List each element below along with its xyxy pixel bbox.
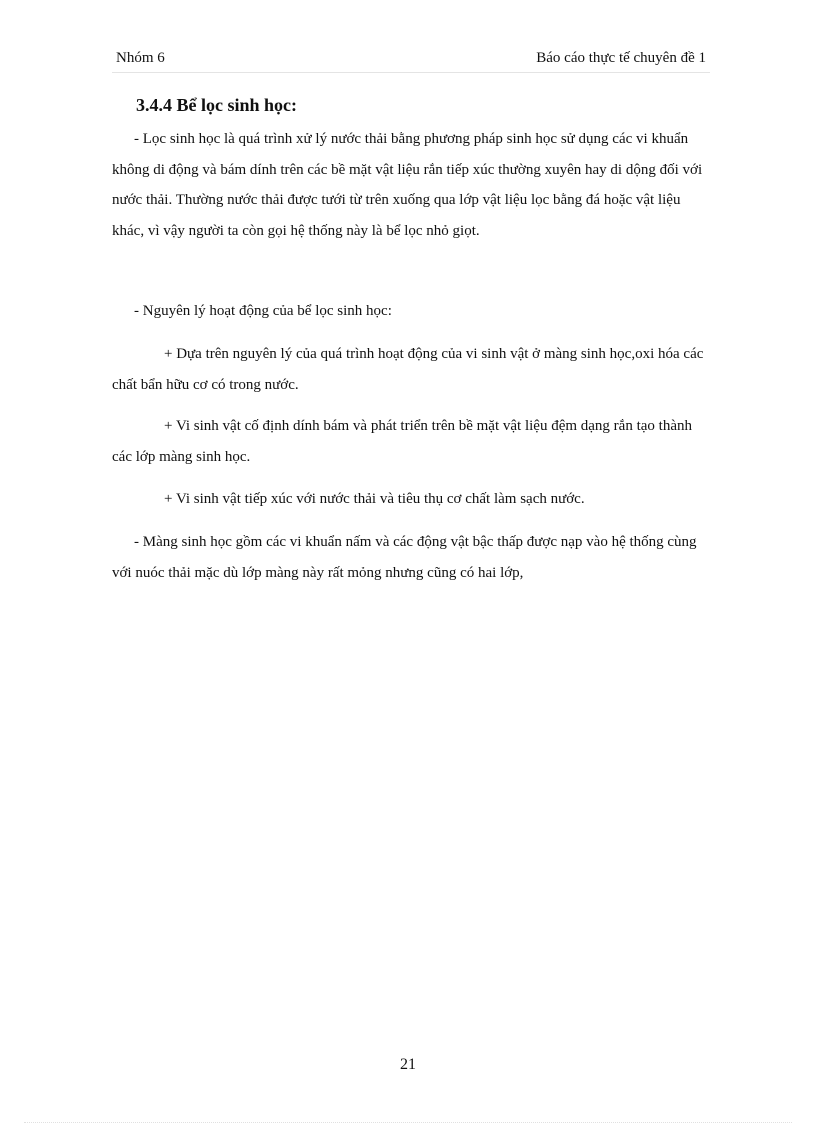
paragraph-biofilm: - Màng sinh học gồm các vi khuẩn nấm và các động vật bậc thấp được nạp vào hệ thống cùng với nuóc thải mặc dù lớp màng này rất mỏng nhưng cũng có hai lớp,: [112, 534, 697, 581]
paragraph-principle-item-1: + Dựa trên nguyên lý của quá trình hoạt động của vi sinh vật ở màng sinh học,oxi hóa các chất bẩn hữu cơ có trong nước.: [112, 346, 704, 393]
paragraph-principle-item-3: + Vi sinh vật tiếp xúc với nước thải và tiêu thụ cơ chất làm sạch nước.: [164, 491, 585, 507]
paragraph-definition: - Lọc sinh học là quá trình xử lý nước thải bằng phương pháp sinh học sử dụng các vi khuẩn không di động và bám dính trên các bề mặt vật liệu rắn tiếp xúc thường xuyên hay di dộng đối với nước thải. Thường nước thải được tưới từ trên xuống qua lớp vật liệu lọc bằng đá hoặc vật liệu khác, vì vậy người ta còn gọi hệ thống này là bể lọc nhỏ giọt.: [112, 131, 703, 239]
paragraph-principle-item-2: + Vi sinh vật cố định dính bám và phát triển trên bề mặt vật liệu đệm dạng rắn tạo thành các lớp màng sinh học.: [112, 418, 692, 465]
header-report-title: Báo cáo thực tế chuyên đề 1: [536, 50, 706, 66]
page-number: 21: [400, 1056, 416, 1073]
header-divider: [112, 72, 710, 73]
paragraph-principle-intro: - Nguyên lý hoạt động của bể lọc sinh học:: [134, 303, 392, 319]
header-group-name: Nhóm 6: [116, 50, 165, 66]
section-heading: 3.4.4 Bể lọc sinh học:: [136, 95, 298, 115]
